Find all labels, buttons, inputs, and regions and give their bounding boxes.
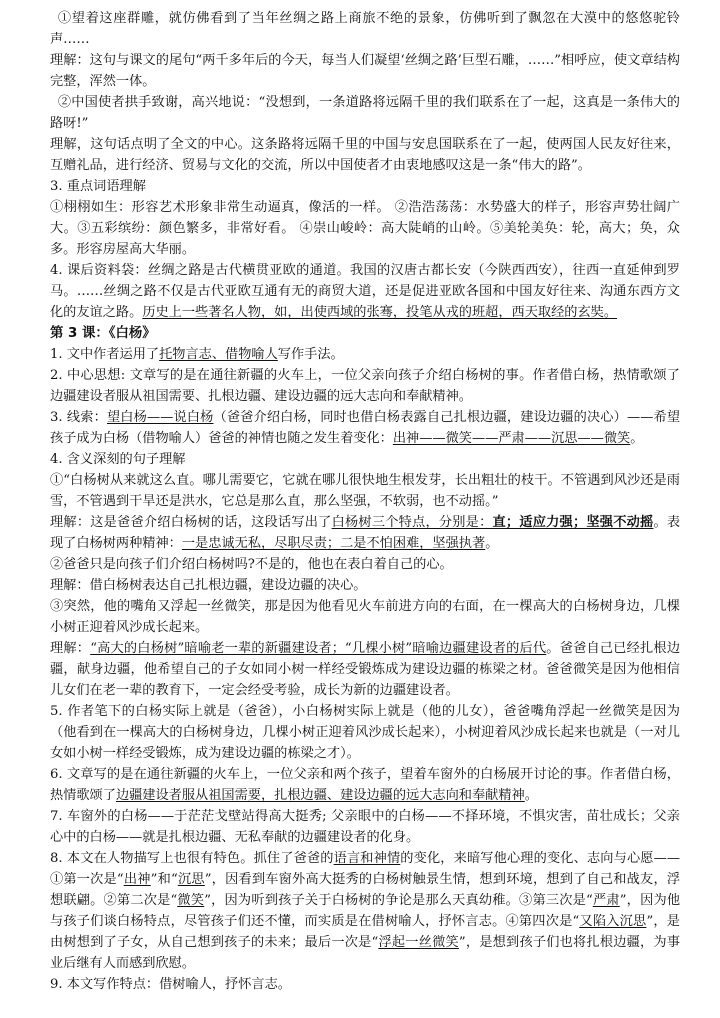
quote-1: ①“白杨树从来就这么直。哪儿需要它，它就在哪儿很快地生根发芽，长出粗壮的枝干。不管遇到风沙还是雨雪，不管遇到干旱还是洪水，它总是那么直，那么坚强，不软弱，也不动摇。” (50, 473, 680, 509)
expression-changes: 出神——微笑——严肃——沉思——微笑 (392, 431, 631, 446)
q9: 9. 本文写作特点：借树喻人，抒怀言志。 (50, 977, 291, 992)
three-traits: 直；适应力强；坚强不动摇 (492, 515, 654, 530)
expression-1a: 出神 (123, 872, 151, 887)
expression-2: 微笑 (177, 893, 205, 908)
three-traits-label: 白杨树三个特点，分别是： (331, 515, 493, 530)
sentence-2: ②中国使者拱手致谢，高兴地说：“没想到，一条道路将远隔千里的我们联系在了一起，这真是一条伟大的路呀!” (50, 95, 680, 131)
expression-5: 浮起一丝微笑 (378, 935, 459, 950)
quote-3-explanation: 理解：“高大的白杨树”暗喻老一辈的新疆建设者；“几棵小树”暗喻边疆建设者的后代。爸爸自己已经扎根边疆，献身边疆，他希望自己的子女如同小树一样经受锻炼成为建设边疆的栋梁之材。爸爸微笑是因为他相信儿女们在老一辈的教育下，一定会经受考验，成长为新的边疆建设者。 (50, 641, 681, 698)
lesson-3-title: 第 3 课：《白杨》 (50, 326, 156, 341)
two-spirits: 一是忠诚无私，尽职尽责；二是不怕困难，坚强执著 (181, 536, 486, 551)
quote-3: ③突然，他的嘴角又浮起一丝微笑，那是因为他看见火车前进方向的右面，在一棵高大的白杨树身边，几棵小树正迎着风沙成长起来。 (50, 599, 680, 635)
expression-1b: 沉思 (177, 872, 205, 887)
historical-figures: 历史上一些著名人物，如，出使西域的张骞，投笔从戎的班超，西天取经的玄奘。 (142, 305, 618, 320)
q2-central-idea: 2. 中心思想: 文章写的是在通往新疆的火车上，一位父亲向孩子介绍白杨树的事。作者借白杨，热情歌颂了边疆建设者服从祖国需要、扎根边疆、建设边疆的远大志向和奉献精神。 (50, 368, 680, 404)
sentence-2-explanation: 理解，这句话点明了全文的中心。这条路将远隔千里的中国与安息国联系在了一起，使两国人民友好往来，互赠礼品，进行经济、贸易与文化的交流，所以中国使者才由衷地感叹这是一条“伟大的路”。 (50, 137, 680, 173)
sentence-1: ①望着这座群雕，就仿佛看到了当年丝绸之路上商旅不绝的景象，仿佛听到了飘忽在大漠中的悠悠驼铃声…… (50, 11, 680, 47)
q5: 5. 作者笔下的白杨实际上就是（爸爸），小白杨树实际上就是（他的儿女），爸爸嘴角浮起一丝微笑是因为（他看到在一棵高大的白杨树身边，几棵小树正迎着风沙成长起来），小树迎着风沙成长起来也就是（一对儿女如小树一样经受锻炼，成为建设边疆的栋梁之才）。 (50, 704, 680, 761)
quote-2-explanation: 理解：借白杨树表达自己扎根边疆，建设边疆的决心。 (50, 578, 367, 593)
vocab-list: ①栩栩如生：形容艺术形象非常生动逼真，像活的一样。 ②浩浩荡荡：水势盛大的样子，形容声势壮阔广大。③五彩缤纷：颜色繁多，非常好看。 ④崇山峻岭：高大陡峭的山岭。⑤美轮美奂：轮，高大；奂，众多。形容房屋高大华丽。 (50, 200, 680, 257)
language-expression: 语言和神情 (333, 851, 401, 866)
expression-3: 严肃 (592, 893, 620, 908)
section-heading-vocab: 3. 重点词语理解 (50, 179, 146, 194)
q7: 7. 车窗外的白杨——于茫茫戈壁站得高大挺秀; 父亲眼中的白杨——不择环境，不惧灾害，苗壮成长；父亲心中的白杨——就是扎根边疆、无私奉献的边疆建设者的化身。 (50, 809, 680, 845)
q1-writing-method: 1. 文中作者运用了托物言志、借物喻人写作手法。 (50, 347, 344, 362)
metaphor-explanation: “高大的白杨树”暗喻老一辈的新疆建设者；“几棵小树”暗喻边疆建设者的后代 (90, 641, 547, 656)
writing-method-term: 托物言志、借物喻人 (159, 347, 278, 362)
q6: 6. 文章写的是在通往新疆的火车上，一位父亲和两个孩子，望着车窗外的白杨展开讨论的事。作者借白杨，热情歌颂了边疆建设者服从祖国需要，扎根边疆、建设边疆的远大志向和奉献精神。 (50, 767, 680, 803)
clue-term: 望白杨——说白杨 (106, 410, 214, 425)
expression-4: 又陷入沉思 (579, 914, 647, 929)
resource-bag: 4. 课后资料袋：丝绸之路是古代横贯亚欧的通道。我国的汉唐古都长安（今陕西西安），往西一直延伸到罗马。……丝绸之路不仅是古代亚欧互通有无的商贸大道，还是促进亚欧各国和中国友好往来、沟通东西方文化的友谊之路。历史上一些著名人物，如，出使西域的张骞，投笔从戎的班超，西天取经的玄奘。 (50, 263, 680, 320)
q4-heading: 4. 含义深刻的句子理解 (50, 452, 186, 467)
praised-spirit: 边疆建设者服从祖国需要，扎根边疆、建设边疆的远大志向和奉献精神 (115, 788, 525, 803)
sentence-1-explanation: 理解：这句与课文的尾句“两千多年后的今天，每当人们凝望‘丝绸之路’巨型石雕，……”相呼应，使文章结构完整，浑然一体。 (50, 53, 680, 89)
q8: 8. 本文在人物描写上也很有特色。抓住了爸爸的语言和神情的变化，来暗写他心理的变化、志向与心愿—— ①第一次是“出神”和“沉思”，因看到车窗外高大挺秀的白杨树触景生情，想到环境，想到了自己和战友，浮想联翩。②第二次是“微笑”，因为听到孩子关于白杨树的争论是那么天真幼稚。③第三次是“严肃”，因为他与孩子们谈白杨特点，尽管孩子们还不懂，而实质是在借树喻人，抒怀言志。④第四次是“又陷入沉思”，是由树想到了子女，从自己想到孩子的未来；最后一次是“浮起一丝微笑”，是想到孩子们也将扎根边疆，为事业后继有人而感到欣慰。 (50, 851, 681, 971)
quote-2: ②爸爸只是向孩子们介绍白杨树吗?不是的，他也在表白着自己的心。 (50, 557, 453, 572)
quote-1-explanation: 理解：这是爸爸介绍白杨树的话，这段话写出了白杨树三个特点，分别是：直；适应力强；坚强不动摇。表现了白杨树两种精神：一是忠诚无私，尽职尽责；二是不怕困难，坚强执著。 (50, 515, 681, 551)
q3-clue: 3. 线索：望白杨——说白杨（爸爸介绍白杨，同时也借白杨表露自己扎根边疆，建设边疆的决心）——希望孩子成为白杨（借物喻人）爸爸的神情也随之发生着变化：出神——微笑——严肃——沉思——微笑。 (50, 410, 681, 446)
